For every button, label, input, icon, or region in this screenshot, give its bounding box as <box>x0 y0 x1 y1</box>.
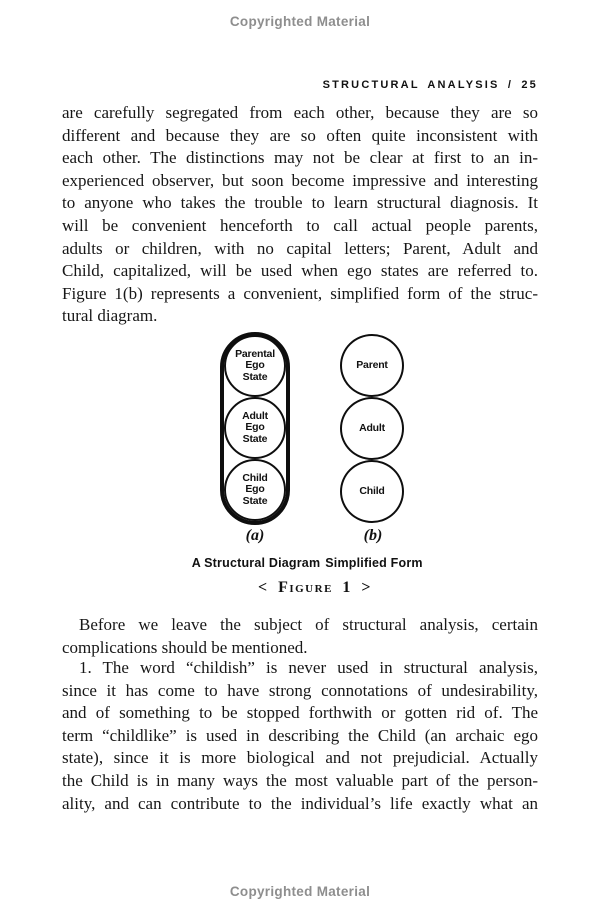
text-line: 1. The word “childish” is never used in structural analysis, <box>79 658 538 677</box>
paragraph-3 <box>62 657 538 815</box>
diagram-a-caption: A Structural Diagram <box>191 556 321 570</box>
text-line: Parental <box>235 347 275 360</box>
circle-label-parent: Parent <box>356 358 388 371</box>
text-line: different and because they are so often quite inconsistent with <box>62 125 538 145</box>
text-line: the Child is in many ways the most valuable part of the person- <box>62 770 538 790</box>
text-line: Ego <box>245 483 265 496</box>
text-line: State <box>242 432 268 445</box>
circle-child <box>340 460 404 523</box>
text-line: Child <box>242 471 268 484</box>
text-line: state), since it is more biological and not prejudicial. Actually <box>62 748 538 768</box>
circle-parent <box>340 334 404 397</box>
text-line: Ego <box>245 421 265 434</box>
circle-label-child-ego-state <box>242 473 267 508</box>
text-line: term “childlike” is used in describing the Child (an archaic ego <box>62 725 538 745</box>
figure-label: < Figure 1 > <box>257 579 373 596</box>
text-line: will be convenient henceforth to call actual people parents, <box>62 215 538 235</box>
text-line: State <box>242 494 268 507</box>
circle-child-ego-state <box>224 459 286 521</box>
diagram-b-caption: Simplified Form <box>325 556 423 570</box>
circle-adult-ego-state <box>224 397 286 459</box>
text-line: adults or children, with no capital letters; Parent, Adult and <box>62 238 538 258</box>
text-line: since it has come to have strong connotations of undesirability, <box>62 680 538 700</box>
circle-label-adult-ego-state <box>242 411 268 446</box>
text-line: to anyone who takes the trouble to learn structural diagnosis. It <box>62 193 538 213</box>
text-line: Adult <box>242 409 268 422</box>
text-line: each other. The distinctions may not be clear at first to an in- <box>62 148 538 168</box>
text-line: experienced observer, but soon become impressive and interesting <box>62 170 538 190</box>
paragraph-2 <box>62 614 538 659</box>
text-line: tural diagram. <box>62 306 158 326</box>
circle-parental-ego-state <box>224 335 286 397</box>
text-line: ality, and can contribute to the individual’s life exactly what an <box>62 793 538 813</box>
circle-label-child: Child <box>359 484 385 497</box>
diagram-b-tag: (b) <box>363 527 383 544</box>
circle-label-parental-ego-state <box>235 349 275 384</box>
text-line: State <box>242 370 268 383</box>
text-line: Before we leave the subject of structural analysis, certain <box>79 615 538 634</box>
text-line: Ego <box>245 359 265 372</box>
text-line: are carefully segregated from each other, because they are so <box>62 103 538 122</box>
text-line: Child, capitalized, will be used when ego states are referred to. <box>62 261 538 281</box>
running-header: STRUCTURAL ANALYSIS / 25 <box>322 79 538 91</box>
copyright-notice-bottom: Copyrighted Material <box>229 884 371 899</box>
paragraph-1 <box>62 102 538 328</box>
text-line: Figure 1(b) represents a convenient, simplified form of the struc- <box>62 283 538 303</box>
diagram-a-tag: (a) <box>245 527 265 544</box>
circle-adult <box>340 397 404 460</box>
circle-label-adult: Adult <box>359 421 385 434</box>
text-line: complications should be mentioned. <box>62 637 308 657</box>
text-line: and of something to be stopped forthwith or gotten rid of. The <box>62 703 538 723</box>
copyright-notice-top: Copyrighted Material <box>229 14 371 29</box>
